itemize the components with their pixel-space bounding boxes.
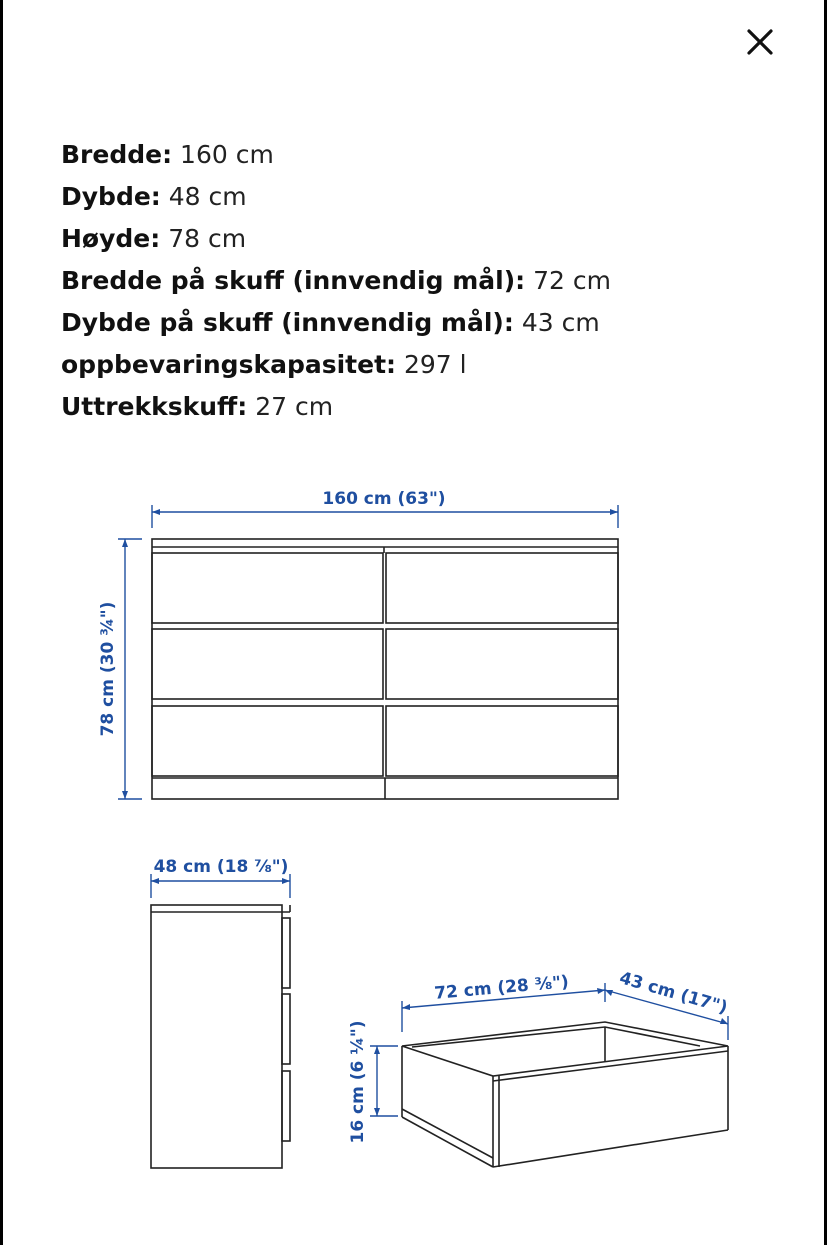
front-view [152, 539, 618, 799]
spec-row-width [61, 134, 761, 176]
spec-value: 160 cm [180, 140, 274, 169]
spec-row-height [61, 218, 761, 260]
spec-label: Dybde: [61, 182, 161, 211]
spec-label: Bredde på skuff (innvendig mål): [61, 266, 526, 295]
close-icon [745, 27, 775, 57]
spec-value: 297 l [403, 350, 467, 379]
spec-row-storage-capacity [61, 344, 761, 386]
spec-row-drawer-width [61, 260, 761, 302]
close-button[interactable] [738, 20, 782, 64]
depth-label: 48 cm (18 ⅞") [153, 857, 289, 877]
height-label: 78 cm (30 ¾") [98, 601, 118, 737]
spec-value: 27 cm [255, 392, 334, 421]
spec-label: Bredde: [61, 140, 173, 169]
spec-row-drawer-extension [61, 386, 761, 428]
side-view [151, 905, 290, 1168]
drawer-depth-dimension [605, 968, 730, 1040]
height-dimension [98, 539, 142, 799]
drawer-depth-label: 43 cm (17") [617, 968, 730, 1019]
spec-label: oppbevaringskapasitet: [61, 350, 397, 379]
spec-row-depth [61, 176, 761, 218]
width-dimension [152, 489, 618, 528]
spec-value: 72 cm [533, 266, 611, 295]
drawer-height-dimension [348, 1020, 398, 1143]
spec-value: 78 cm [168, 224, 247, 253]
spec-label: Uttrekkskuff: [61, 392, 248, 421]
drawer-height-label: 16 cm (6 ¼") [348, 1020, 368, 1144]
spec-label: Høyde: [61, 224, 161, 253]
depth-dimension [151, 857, 290, 898]
drawer-view [402, 1022, 728, 1167]
spec-value: 43 cm [521, 308, 600, 337]
drawer-width-label: 72 cm (28 ⅜") [433, 972, 570, 1004]
spec-label: Dybde på skuff (innvendig mål): [61, 308, 514, 337]
width-label: 160 cm (63") [322, 489, 446, 509]
spec-value: 48 cm [168, 182, 247, 211]
product-dimensions-list [61, 134, 761, 428]
dimension-diagram [0, 470, 827, 1245]
spec-row-drawer-depth [61, 302, 761, 344]
drawer-width-dimension [402, 972, 605, 1032]
